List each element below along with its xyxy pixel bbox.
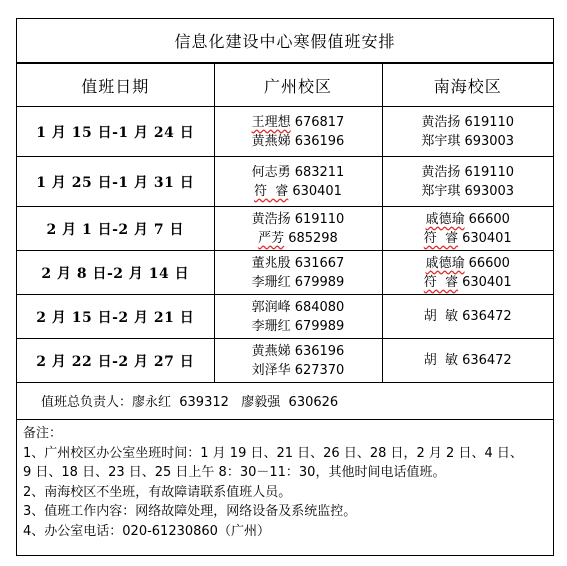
column-header-guangzhou: 广州校区: [214, 64, 382, 107]
duty-person: [215, 113, 382, 132]
nanhai-duty-cell: [382, 295, 553, 339]
nanhai-duty-cell: [382, 107, 553, 157]
person-phone: 630401: [462, 230, 512, 246]
duty-person: [215, 361, 382, 380]
duty-person: [383, 132, 554, 151]
table-row: [17, 295, 553, 339]
person-name: 胡 敏: [423, 353, 459, 368]
duty-schedule-document: [16, 18, 554, 556]
duty-date: 2 月 22 日-2 月 27 日: [17, 339, 214, 383]
note-line: 9 日、18 日、23 日、25 日上午 8：30－11：30，其他时间电话值班。: [23, 465, 446, 480]
person-phone: 630401: [292, 183, 342, 199]
person-name: 郭润峰: [251, 299, 291, 315]
person-phone: 619110: [464, 164, 515, 180]
column-header-nanhai: 南海校区: [382, 64, 553, 107]
schedule-rows: [17, 107, 553, 383]
duty-person: [383, 163, 554, 182]
table-row: [17, 251, 553, 295]
table-row: [17, 339, 553, 383]
nanhai-duty-cell: [382, 157, 553, 207]
duty-person: [215, 163, 382, 182]
duty-person: [383, 351, 554, 370]
person-name: 李珊红: [251, 318, 291, 334]
person-phone: 636196: [294, 343, 345, 359]
person-phone: 636472: [462, 353, 512, 368]
note-line: 1、广州校区办公室坐班时间：1 月 19 日、21 日、26 日、28 日，2 月 2 日、4 日、: [23, 445, 523, 461]
person-phone: 693003: [464, 133, 515, 149]
duty-person: [215, 298, 382, 317]
guangzhou-duty-cell: [214, 207, 382, 251]
person-name: 黄浩扬: [251, 211, 291, 227]
duty-person: [215, 182, 382, 201]
duty-date: 2 月 8 日-2 月 14 日: [17, 251, 214, 295]
person-phone: 627370: [294, 362, 345, 378]
person-name: 黄燕娣: [251, 133, 291, 149]
duty-manager-text: 值班总负责人：廖永红 639312 廖毅强 630626: [41, 395, 339, 410]
person-phone: 685298: [288, 230, 338, 246]
table-row: [17, 157, 553, 207]
duty-person: [383, 210, 554, 229]
duty-person: [215, 132, 382, 151]
person-phone: 66600: [468, 255, 510, 271]
duty-person: [215, 317, 382, 336]
person-phone: 619110: [294, 211, 345, 227]
person-phone: 636196: [294, 133, 345, 149]
guangzhou-duty-cell: [214, 157, 382, 207]
person-name: 符 睿: [423, 230, 459, 246]
duty-date: 2 月 1 日-2 月 7 日: [17, 207, 214, 251]
duty-person: [383, 273, 554, 292]
duty-person: [383, 229, 554, 248]
note-line: 2、南海校区不坐班，有故障请联系值班人员。: [23, 484, 292, 500]
nanhai-duty-cell: [382, 251, 553, 295]
person-name: 严芳: [258, 230, 285, 246]
person-name: 黄浩扬: [421, 164, 461, 180]
person-name: 郑宇琪: [421, 183, 461, 199]
duty-manager: [17, 382, 553, 420]
person-phone: 683211: [294, 164, 345, 180]
person-name: 何志勇: [251, 164, 291, 180]
person-name: 刘泽华: [251, 362, 291, 378]
person-name: 郑宇琪: [421, 133, 461, 149]
person-name: 黄浩扬: [421, 114, 461, 130]
notes-section: [23, 424, 547, 541]
table-header-row: [17, 64, 553, 107]
person-name: 王理想: [251, 114, 291, 130]
person-name: 戚德瑜: [425, 211, 465, 227]
person-phone: 630401: [462, 274, 512, 290]
guangzhou-duty-cell: [214, 107, 382, 157]
duty-person: [383, 113, 554, 132]
person-name: 胡 敏: [423, 309, 459, 324]
duty-person: [383, 254, 554, 273]
table-row: [17, 107, 553, 157]
person-name: 黄燕娣: [251, 343, 291, 359]
guangzhou-duty-cell: [214, 339, 382, 383]
duty-person: [215, 254, 382, 273]
person-phone: 676817: [294, 114, 345, 130]
guangzhou-duty-cell: [214, 251, 382, 295]
duty-date: 2 月 15 日-2 月 21 日: [17, 295, 214, 339]
person-name: 李珊红: [251, 274, 291, 290]
column-header-date: 值班日期: [17, 64, 214, 107]
page-title: 信息化建设中心寒假值班安排: [17, 19, 553, 63]
person-phone: 679989: [294, 318, 345, 334]
duty-person: [383, 307, 554, 326]
guangzhou-duty-cell: [214, 295, 382, 339]
person-phone: 66600: [468, 211, 510, 227]
note-line: 3、值班工作内容：网络故障处理，网络设备及系统监控。: [23, 504, 357, 519]
table-row: [17, 207, 553, 251]
person-name: 董兆殷: [251, 255, 291, 271]
duty-date: 1 月 25 日-1 月 31 日: [17, 157, 214, 207]
person-phone: 636472: [462, 309, 512, 324]
person-phone: 684080: [294, 299, 345, 315]
duty-date: 1 月 15 日-1 月 24 日: [17, 107, 214, 157]
notes-heading: 备注：: [23, 426, 63, 441]
note-line: 4、办公室电话：020-61230860（广州）: [23, 523, 270, 539]
person-phone: 693003: [464, 183, 515, 199]
person-name: 符 睿: [423, 274, 459, 290]
duty-person: [215, 342, 382, 361]
duty-person: [215, 229, 382, 248]
duty-person: [215, 273, 382, 292]
person-phone: 619110: [464, 114, 515, 130]
nanhai-duty-cell: [382, 207, 553, 251]
person-phone: 631667: [294, 255, 345, 271]
person-phone: 679989: [294, 274, 345, 290]
duty-person: [383, 182, 554, 201]
person-name: 符 睿: [254, 183, 289, 199]
duty-person: [215, 210, 382, 229]
schedule-table: [17, 63, 553, 383]
person-name: 戚德瑜: [425, 255, 465, 271]
nanhai-duty-cell: [382, 339, 553, 383]
